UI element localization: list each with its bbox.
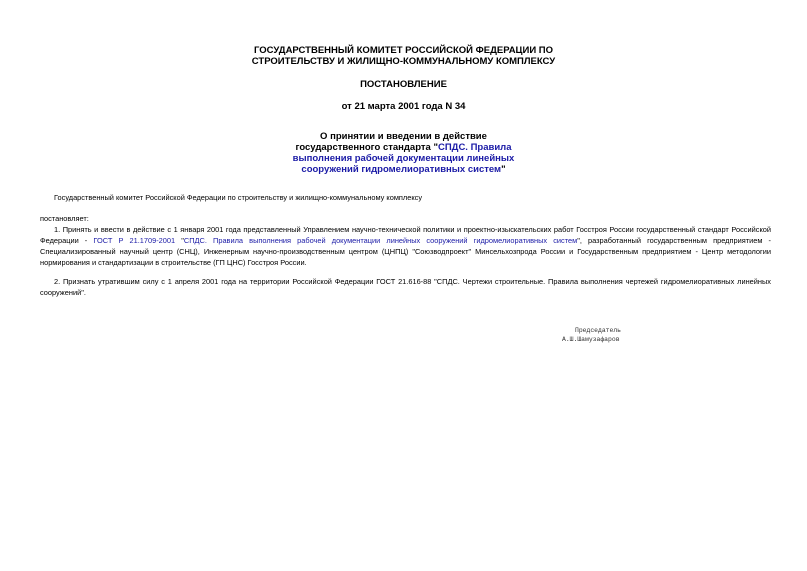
gost-number-link[interactable]: ГОСТ Р 21.1709-2001 xyxy=(93,236,176,245)
signatory-name: А.Ш.Шамузафаров xyxy=(562,336,620,343)
standard-title-link-part-1[interactable]: СПДС. Правила xyxy=(437,142,512,153)
item-1-text-part-3: ", разработанный государственным предприятием - Специализированный научный центр (СНЦ), Инженерным научно-производственным центром (ЦНПЦ) "Союзводпроект" Минсельхозпрода России и Государственным предприятием - Центр методологии нормирования и стандартизации в строительстве (ГП ЦНС) Госстроя России. xyxy=(40,236,771,267)
item-2-paragraph: 2. Признать утратившим силу с 1 апреля 2001 года на территории Российской Федерации ГОСТ 21.616-88 "СПДС. Чертежи строительные. Правила выполнения чертежей гидромелиоративных линейных сооружений". xyxy=(40,277,771,297)
subject-line-4-suffix: " xyxy=(501,164,506,175)
document-date: от 21 марта 2001 года N 34 xyxy=(341,101,466,112)
resolves-word: постановляет: xyxy=(40,214,89,223)
authority-line-2: СТРОИТЕЛЬСТВУ И ЖИЛИЩНО-КОММУНАЛЬНОМУ КОМПЛЕКСУ xyxy=(251,56,556,67)
signatory-title: Председатель xyxy=(575,327,622,334)
subject-line-1: О принятии и введении в действие xyxy=(320,131,487,142)
authority-line-1: ГОСУДАРСТВЕННЫЙ КОМИТЕТ РОССИЙСКОЙ ФЕДЕРАЦИИ ПО xyxy=(253,45,554,56)
standard-title-link-part-3[interactable]: сооружений гидромелиоративных систем xyxy=(301,164,502,175)
document-type: ПОСТАНОВЛЕНИЕ xyxy=(360,79,447,90)
document-subject xyxy=(0,131,807,175)
standard-name-link[interactable]: СПДС. Правила выполнения рабочей документации линейных сооружений гидромелиоративных систем xyxy=(183,236,578,245)
item-1-paragraph xyxy=(40,224,771,268)
intro-paragraph: Государственный комитет Российской Федерации по строительству и жилищно-коммунальному комплексу xyxy=(54,193,423,202)
issuing-authority xyxy=(0,45,807,67)
item-1-text-part-2: " xyxy=(175,236,184,245)
standard-title-link-part-2[interactable]: выполнения рабочей документации линейных xyxy=(292,153,515,164)
subject-line-2-prefix: государственного стандарта " xyxy=(295,142,438,153)
item-1-text-part-1: 1. Принять и ввести в действие с 1 января 2001 года представленный Управлением научно-технической политики и проектно-изыскательских работ Госстроя России государственный стандарт Российской Федерации - xyxy=(40,225,771,245)
